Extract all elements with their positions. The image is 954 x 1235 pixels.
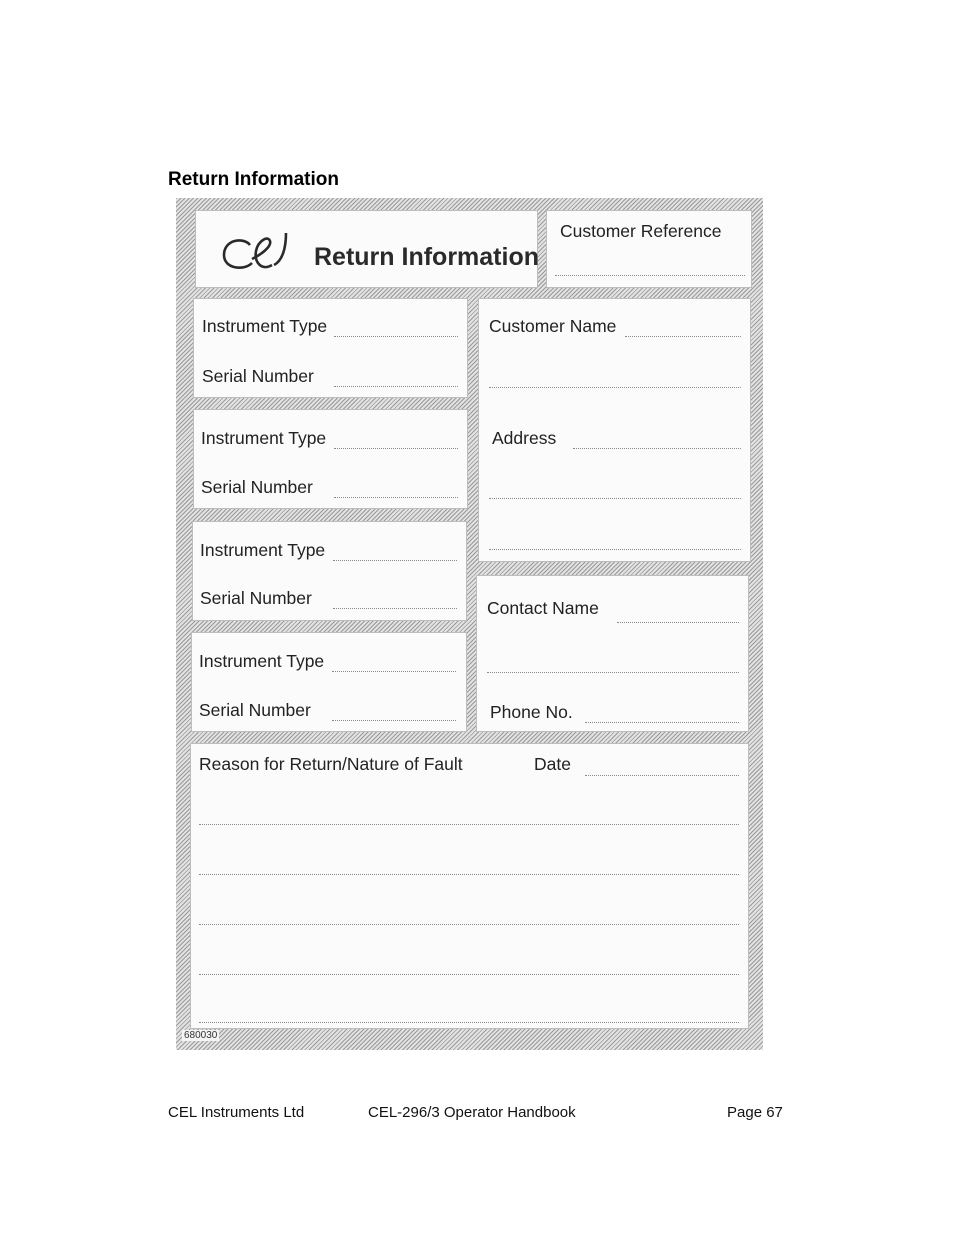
instrument-type-label: Instrument Type	[199, 651, 325, 671]
customer-reference-label: Customer Reference	[560, 221, 722, 241]
instrument-type-field[interactable]	[332, 671, 456, 672]
instrument-type-label: Instrument Type	[202, 316, 328, 336]
contact-name-field[interactable]	[617, 622, 739, 623]
serial-number-field[interactable]	[333, 608, 457, 609]
serial-number-label: Serial Number	[201, 477, 313, 497]
serial-number-label: Serial Number	[199, 700, 311, 720]
reason-line-1[interactable]	[199, 824, 739, 825]
address-line-2[interactable]	[489, 498, 741, 499]
footer-document: CEL-296/3 Operator Handbook	[368, 1104, 576, 1121]
customer-details-panel	[478, 298, 751, 562]
contact-name-label: Contact Name	[487, 598, 599, 618]
phone-label: Phone No.	[490, 702, 573, 722]
serial-number-label: Serial Number	[202, 366, 314, 386]
contact-panel	[476, 575, 749, 732]
instrument-type-label: Instrument Type	[201, 428, 327, 448]
phone-field[interactable]	[585, 722, 739, 723]
reason-panel	[190, 743, 749, 1029]
customer-reference-field[interactable]	[555, 275, 745, 276]
serial-number-field[interactable]	[332, 720, 456, 721]
cel-logo	[216, 221, 539, 281]
instrument-type-field[interactable]	[333, 560, 457, 561]
instrument-type-label: Instrument Type	[200, 540, 326, 560]
logo-text: cel	[216, 225, 218, 226]
date-field[interactable]	[585, 775, 739, 776]
form-code: 680030	[184, 1030, 218, 1041]
customer-name-field[interactable]	[625, 336, 741, 337]
reason-label: Reason for Return/Nature of Fault	[199, 754, 463, 774]
serial-number-label: Serial Number	[200, 588, 312, 608]
address-line-3[interactable]	[489, 549, 741, 550]
address-field[interactable]	[573, 448, 741, 449]
date-label: Date	[534, 754, 571, 774]
customer-reference-panel	[546, 210, 752, 288]
reason-line-4[interactable]	[199, 974, 739, 975]
serial-number-field[interactable]	[334, 497, 458, 498]
reason-line-5[interactable]	[199, 1022, 739, 1023]
instrument-panel-3	[192, 521, 467, 621]
instrument-type-field[interactable]	[334, 336, 458, 337]
footer-company: CEL Instruments Ltd	[168, 1104, 305, 1121]
customer-name-line-2[interactable]	[489, 387, 741, 388]
reason-line-2[interactable]	[199, 874, 739, 875]
footer-page: Page 67	[727, 1104, 783, 1121]
return-information-form	[176, 198, 763, 1050]
cel-logo-icon	[216, 225, 308, 277]
instrument-panel-4	[191, 632, 467, 732]
instrument-panel-2	[193, 409, 468, 509]
address-label: Address	[492, 428, 557, 448]
instrument-panel-1	[193, 298, 468, 398]
instrument-type-field[interactable]	[334, 448, 458, 449]
form-title: Return Information	[314, 243, 539, 271]
page-heading: Return Information	[168, 169, 339, 190]
serial-number-field[interactable]	[334, 386, 458, 387]
customer-name-label: Customer Name	[489, 316, 617, 336]
form-header-panel	[195, 210, 538, 288]
reason-line-3[interactable]	[199, 924, 739, 925]
contact-name-line-2[interactable]	[487, 672, 739, 673]
